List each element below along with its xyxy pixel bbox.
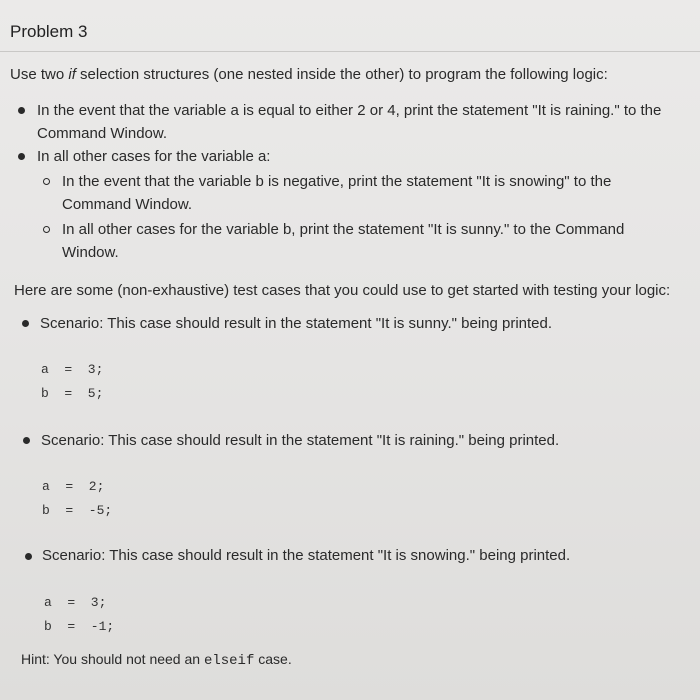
scenario-text: Scenario: This case should result in the statement "It is sunny." being printed. <box>40 315 553 332</box>
instructions-intro <box>10 65 608 85</box>
variable-name: b <box>255 173 264 190</box>
hint <box>21 651 292 669</box>
scenario-text: Scenario: This case should result in the statement "It is raining." being printed. <box>41 432 560 449</box>
bullet-other-cases <box>37 145 270 168</box>
scenario-text: Scenario: This case should result in the statement "It is snowing." being printed. <box>42 547 571 564</box>
intro-text-start: Use two <box>10 66 69 83</box>
intro-text-end: selection structures (one nested inside the other) to program the following logic: <box>75 66 608 83</box>
sub-bullet-circle <box>43 226 50 233</box>
code-line-a: a = 2; <box>42 479 105 494</box>
intro-if-keyword: if <box>68 66 76 83</box>
bullet-dot <box>18 153 25 160</box>
header-divider <box>0 51 700 52</box>
bullet-text: : <box>266 148 271 165</box>
hint-code: elseif <box>203 653 255 669</box>
bullet-dot <box>23 437 30 444</box>
bullet-text: In all other cases for the variable <box>62 221 283 238</box>
test-cases-intro: Here are some (non-exhaustive) test cases that you could use to get started with testing your logic: <box>14 282 671 299</box>
bullet-text: In the event that the variable <box>62 173 256 190</box>
code-line-a: a = 3; <box>41 362 104 377</box>
bullet-text: Command Window. <box>62 196 193 213</box>
sub-bullet-sunny <box>62 218 624 264</box>
bullet-dot <box>25 553 32 560</box>
bullet-raining <box>37 99 661 145</box>
variable-name: a <box>257 148 267 165</box>
hint-text: You should not need an <box>49 651 204 667</box>
code-line-a: a = 3; <box>44 595 107 610</box>
bullet-text: In the event that the variable <box>37 102 231 119</box>
bullet-text: is equal to either 2 or 4, print the statement "It is raining." to the <box>238 102 662 119</box>
bullet-text: In all other cases for the variable <box>37 148 258 165</box>
sub-bullet-snowing <box>62 170 611 216</box>
sub-bullet-circle <box>43 178 50 185</box>
bullet-text: Command Window. <box>37 125 168 142</box>
code-line-b: b = 5; <box>41 386 104 401</box>
bullet-dot <box>22 320 29 327</box>
bullet-dot <box>18 107 25 114</box>
hint-label: Hint: <box>21 651 50 667</box>
code-line-b: b = -1; <box>44 619 115 634</box>
bullet-text: is negative, print the statement "It is snowing" to the <box>263 173 612 190</box>
bullet-text: , print the statement "It is sunny." to the Command <box>291 221 625 238</box>
bullet-text: Window. <box>62 244 119 261</box>
page-title: Problem 3 <box>10 22 88 41</box>
variable-name: b <box>282 221 292 238</box>
code-line-b: b = -5; <box>42 503 113 518</box>
variable-name: a <box>230 102 239 119</box>
hint-text: case. <box>254 651 292 667</box>
